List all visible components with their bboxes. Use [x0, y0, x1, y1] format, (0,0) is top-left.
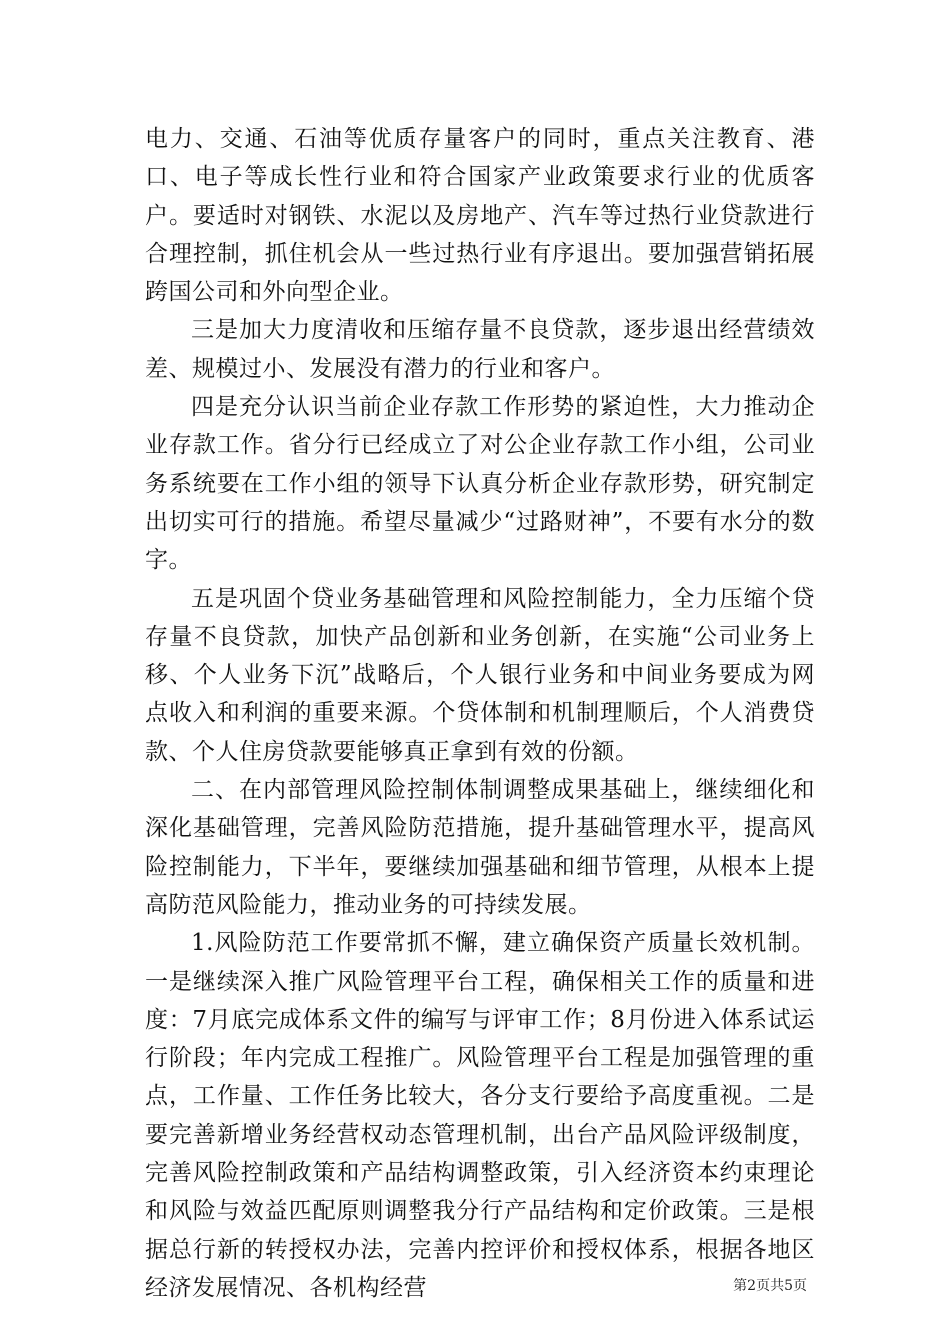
page-number: 第2页共5页 — [733, 1278, 807, 1294]
paragraph-section-two: 二、在内部管理风险控制体制调整成果基础上，继续细化和深化基础管理，完善风险防范措施，提升基础管理水平，提高风险控制能力，下半年，要继续加强基础和细节管理，从根本上提高防范风险能力，推动业务的可持续发展。 — [145, 777, 815, 918]
paragraph-item-five: 五是巩固个贷业务基础管理和风险控制能力，全力压缩个贷存量不良贷款，加快产品创新和业务创新，在实施“公司业务上移、个人业务下沉”战略后，个人银行业务和中间业务要成为网点收入和利润的重要来源。个贷体制和机制理顺后，个人消费贷款、个人住房贷款要能够真正拿到有效的份额。 — [145, 585, 815, 765]
body-text — [145, 120, 815, 1307]
paragraph-continuation: 电力、交通、石油等优质存量客户的同时，重点关注教育、港口、电子等成长性行业和符合国家产业政策要求行业的优质客户。要适时对钢铁、水泥以及房地产、汽车等过热行业贷款进行合理控制，抓住机会从一些过热行业有序退出。要加强营销拓展跨国公司和外向型企业。 — [145, 126, 815, 306]
paragraph-risk-prevention: 1.风险防范工作要常抓不懈，建立确保资产质量长效机制。一是继续深入推广风险管理平台工程，确保相关工作的质量和进度：7月底完成体系文件的编写与评审工作；8月份进入体系试运行阶段；年内完成工程推广。风险管理平台工程是加强管理的重点，工作量、工作任务比较大，各分支行要给予高度重视。二是要完善新增业务经营权动态管理机制，出台产品风险评级制度，完善风险控制政策和产品结构调整政策，引入经济资本约束理论和风险与效益匹配原则调整我分行产品结构和定价政策。三是根据总行新的转授权办法，完善内控评价和授权体系，根据各地区经济发展情况、各机构经营 — [145, 930, 815, 1301]
paragraph-item-four: 四是充分认识当前企业存款工作形势的紧迫性，大力推动企业存款工作。省分行已经成立了对公企业存款工作小组，公司业务系统要在工作小组的领导下认真分析企业存款形势，研究制定出切实可行的措施。希望尽量减少“过路财神”，不要有水分的数字。 — [145, 394, 815, 574]
paragraph-item-three: 三是加大力度清收和压缩存量不良贷款，逐步退出经营绩效差、规模过小、发展没有潜力的行业和客户。 — [145, 317, 815, 382]
